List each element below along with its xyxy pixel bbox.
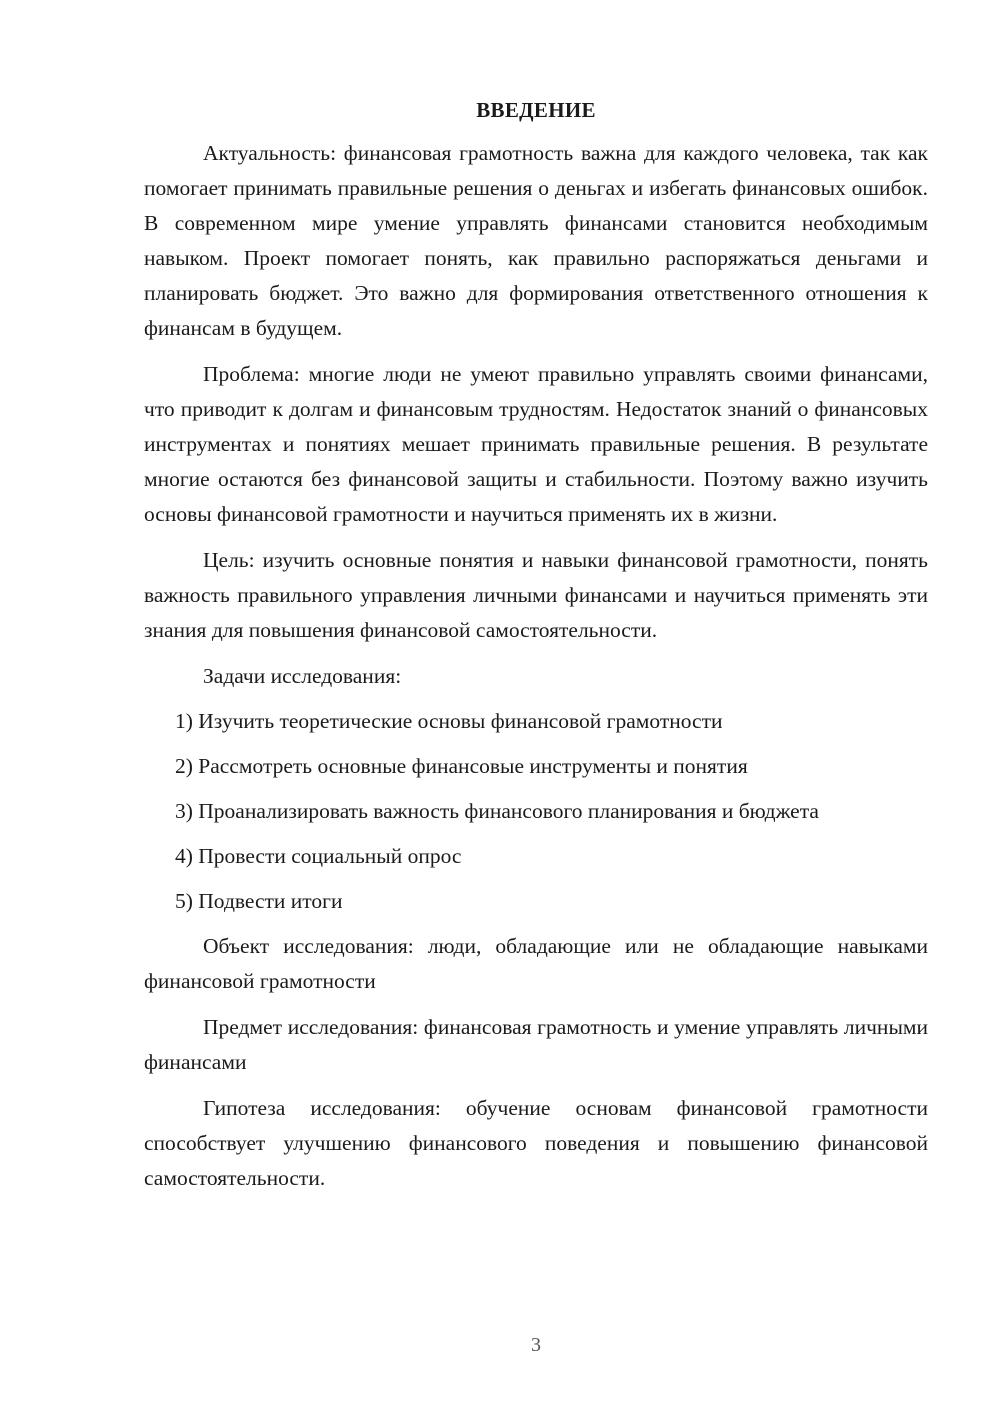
relevance-paragraph: Актуальность: финансовая грамотность важна для каждого человека, так как помогает принимать правильные решения о деньгах и избегать финансовых ошибок. В современном мире умение управлять финансами становится необходимым навыком. Проект помогает понять, как правильно распоряжаться деньгами и планировать бюджет. Это важно для формирования ответственного отношения к финансам в будущем. xyxy=(144,141,928,340)
task-item: 1) Изучить теоретические основы финансовой грамотности xyxy=(175,709,723,733)
page-number: 3 xyxy=(531,1334,541,1356)
hypothesis-paragraph: Гипотеза исследования: обучение основам финансовой грамотности способствует улучшению финансового поведения и повышению финансовой самостоятельности. xyxy=(144,1096,928,1190)
task-item: 5) Подвести итоги xyxy=(175,889,343,913)
task-item: 4) Провести социальный опрос xyxy=(175,844,462,868)
tasks-heading: Задачи исследования: xyxy=(203,664,402,688)
problem-paragraph: Проблема: многие люди не умеют правильно управлять своими финансами, что приводит к долгам и финансовым трудностям. Недостаток знаний о финансовых инструментах и понятиях мешает принимать правильные решения. В результате многие остаются без финансовой защиты и стабильности. Поэтому важно изучить основы финансовой грамотности и научиться применять их в жизни. xyxy=(144,362,928,526)
task-item: 2) Рассмотреть основные финансовые инструменты и понятия xyxy=(175,754,748,778)
page-title: ВВЕДЕНИЕ xyxy=(476,98,596,122)
task-item: 3) Проанализировать важность финансового планирования и бюджета xyxy=(175,799,819,823)
goal-paragraph: Цель: изучить основные понятия и навыки финансовой грамотности, понять важность правильного управления личными финансами и научиться применять эти знания для повышения финансовой самостоятельности. xyxy=(144,548,928,642)
subject-paragraph: Предмет исследования: финансовая грамотность и умение управлять личными финансами xyxy=(144,1015,928,1074)
object-paragraph: Объект исследования: люди, обладающие или не обладающие навыками финансовой грамотности xyxy=(144,934,928,993)
document-page xyxy=(144,96,928,1207)
